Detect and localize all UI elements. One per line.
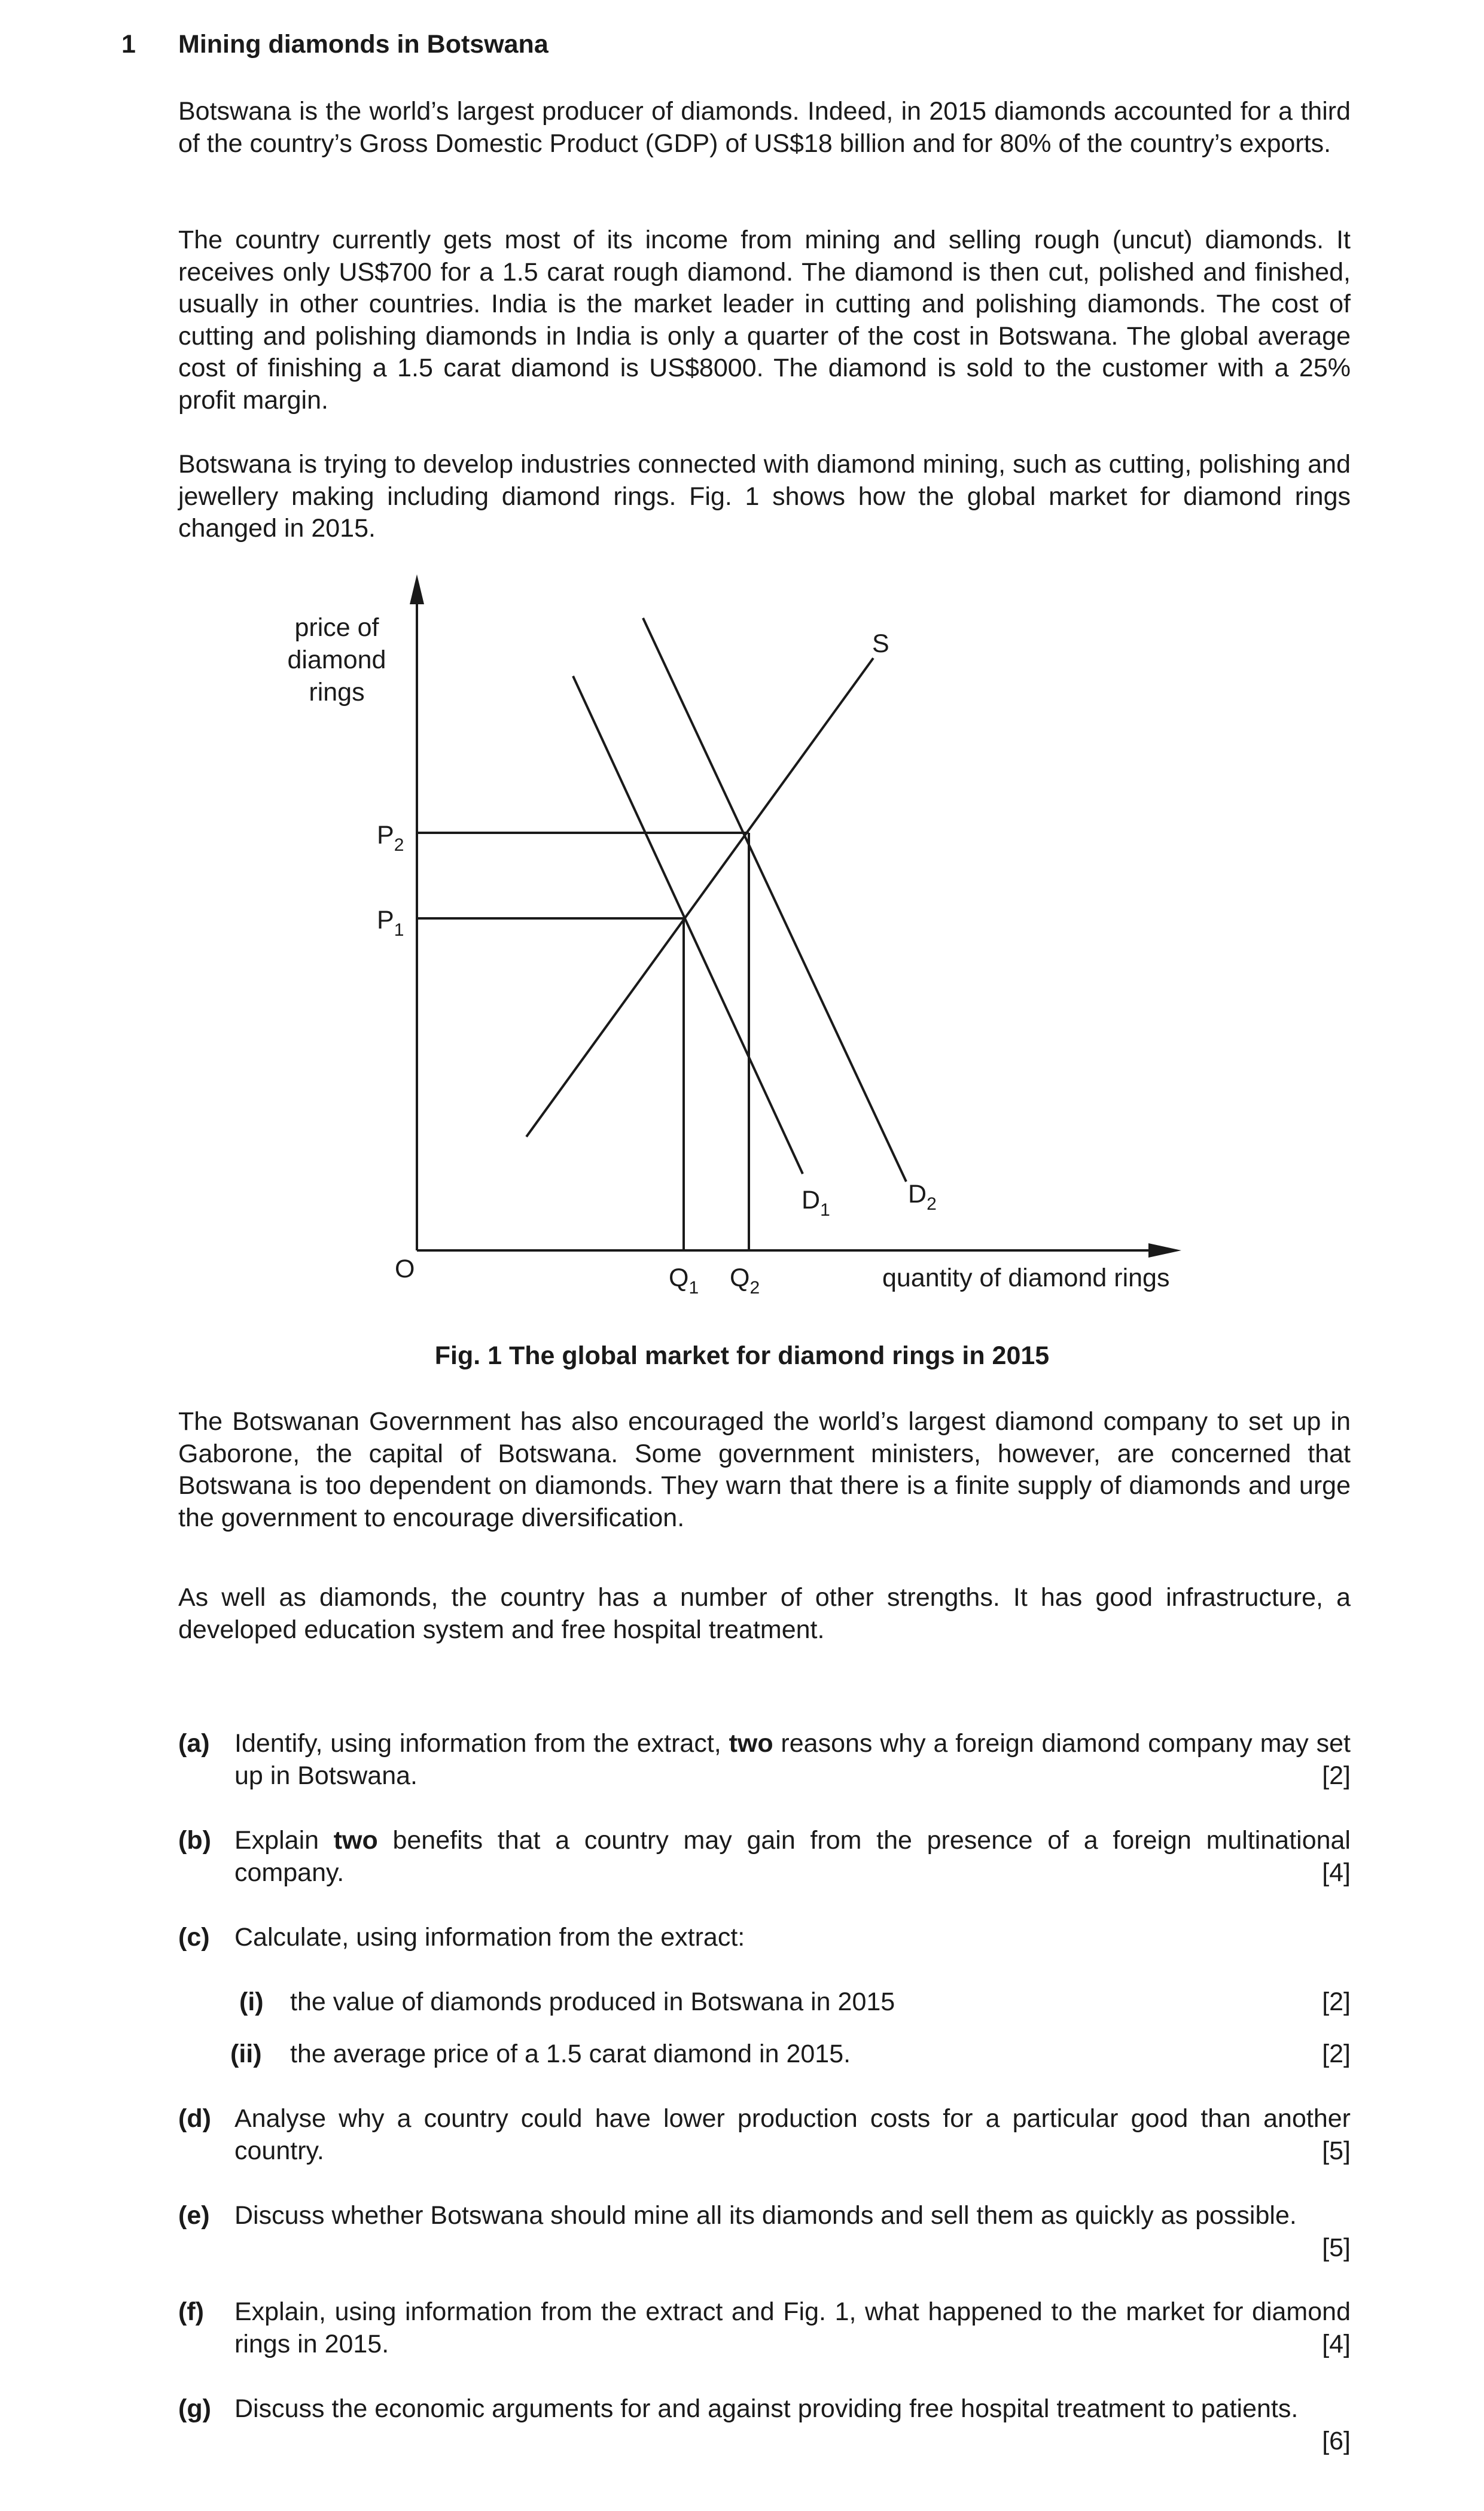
supply-label: S <box>872 629 889 658</box>
part-c-i-text: the value of diamonds produced in Botswana in 2015 <box>290 1988 895 2016</box>
y-axis-label-line-2: diamond <box>287 646 386 674</box>
quantity-label-q2: $Q_2$ <box>730 1264 760 1298</box>
question-number: 1 <box>121 30 136 59</box>
part-c-ii-text: the average price of a 1.5 carat diamond in 2015. <box>290 2040 851 2068</box>
part-e-text: Discuss whether Botswana should mine all its diamonds and sell them as quickly as possible. <box>234 2201 1297 2230</box>
figure-caption: Fig. 1 The global market for diamond rings in 2015 <box>434 1341 1050 1370</box>
part-g-text: Discuss the economic arguments for and against providing free hospital treatment to patients. <box>234 2394 1299 2423</box>
demand-label-d2: $D_2$ <box>908 1180 937 1214</box>
part-c-label: (c) <box>178 1923 210 1952</box>
question-title: Mining diamonds in Botswana <box>178 30 548 59</box>
extract-paragraph-3: Botswana is trying to develop industries connected with diamond mining, such as cutting, polishing and jewellery making including diamond rings. Fig. 1 shows how the global market for diamond rings changed in 2015. <box>178 450 1351 543</box>
extract-paragraph-2: The country currently gets most of its income from mining and selling rough (uncut) diamonds. It receives only US$700 for a 1.5 carat rough diamond. The diamond is then cut, polished and finished, usually in other countries. India is the market leader in cutting and polishing diamonds. The cost of cutting and polishing diamonds in India is only a quarter of the cost in Botswana. The global average cost of finishing a 1.5 carat diamond is US$8000. The diamond is sold to the customer with a 25% profit margin. <box>178 226 1351 415</box>
part-e-label: (e) <box>178 2201 210 2230</box>
demand-curve-d1 <box>573 676 803 1174</box>
y-axis-label-line-3: rings <box>309 678 365 707</box>
part-b-label: (b) <box>178 1826 211 1855</box>
x-axis-label: quantity of diamond rings <box>882 1264 1170 1292</box>
extract-paragraph-5: As well as diamonds, the country has a number of other strengths. It has good infrastructure, a developed education system and free hospital treatment. <box>178 1583 1351 1644</box>
part-f-label: (f) <box>178 2297 204 2326</box>
demand-label-d1: $D_1$ <box>802 1186 830 1220</box>
extract-paragraph-4: The Botswanan Government has also encouraged the world’s largest diamond company to set up in Gaborone, the capital of Botswana. Some government ministers, however, are concerned that Botswana is too dependent on diamonds. They warn that there is a finite supply of diamonds and urge the government to encourage diversification. <box>178 1407 1351 1532</box>
part-c-text: Calculate, using information from the extract: <box>234 1923 745 1952</box>
part-d-label: (d) <box>178 2104 211 2133</box>
part-d-marks: [5] <box>1322 2136 1351 2165</box>
price-label-p2: $P_2$ <box>377 821 404 855</box>
part-c-i-label: (i) <box>239 1988 264 2016</box>
quantity-label-q1: $Q_1$ <box>669 1264 699 1298</box>
part-f-marks: [4] <box>1322 2329 1351 2358</box>
origin-label: O <box>395 1255 415 1283</box>
y-axis-arrowhead <box>410 574 424 604</box>
part-a-marks: [2] <box>1322 1761 1351 1790</box>
part-c-ii-label: (ii) <box>230 2040 262 2068</box>
part-g-label: (g) <box>178 2394 211 2423</box>
x-axis-arrowhead <box>1148 1243 1181 1258</box>
part-b-text: Explain two benefits that a country may gain from the presence of a foreign multinational company. <box>234 1826 1351 1887</box>
part-a-text: Identify, using information from the extract, two reasons why a foreign diamond company may set up in Botswana. <box>234 1729 1351 1790</box>
supply-curve <box>526 658 873 1137</box>
part-a-label: (a) <box>178 1729 210 1758</box>
part-c-ii-marks: [2] <box>1322 2040 1351 2068</box>
part-f-text: Explain, using information from the extract and Fig. 1, what happened to the market for diamond rings in 2015. <box>234 2297 1351 2358</box>
part-d-text: Analyse why a country could have lower production costs for a particular good than another country. <box>234 2104 1351 2165</box>
part-g-marks: [6] <box>1322 2426 1351 2455</box>
price-label-p1: $P_1$ <box>377 906 404 940</box>
y-axis-label-line-1: price of <box>294 613 379 642</box>
part-b-marks: [4] <box>1322 1858 1351 1887</box>
part-c-i-marks: [2] <box>1322 1988 1351 2016</box>
part-e-marks: [5] <box>1322 2233 1351 2262</box>
extract-paragraph-1: Botswana is the world’s largest producer of diamonds. Indeed, in 2015 diamonds accounted for a third of the country’s Gross Domestic Product (GDP) of US$18 billion and for 80% of the country’s exports. <box>178 97 1351 158</box>
